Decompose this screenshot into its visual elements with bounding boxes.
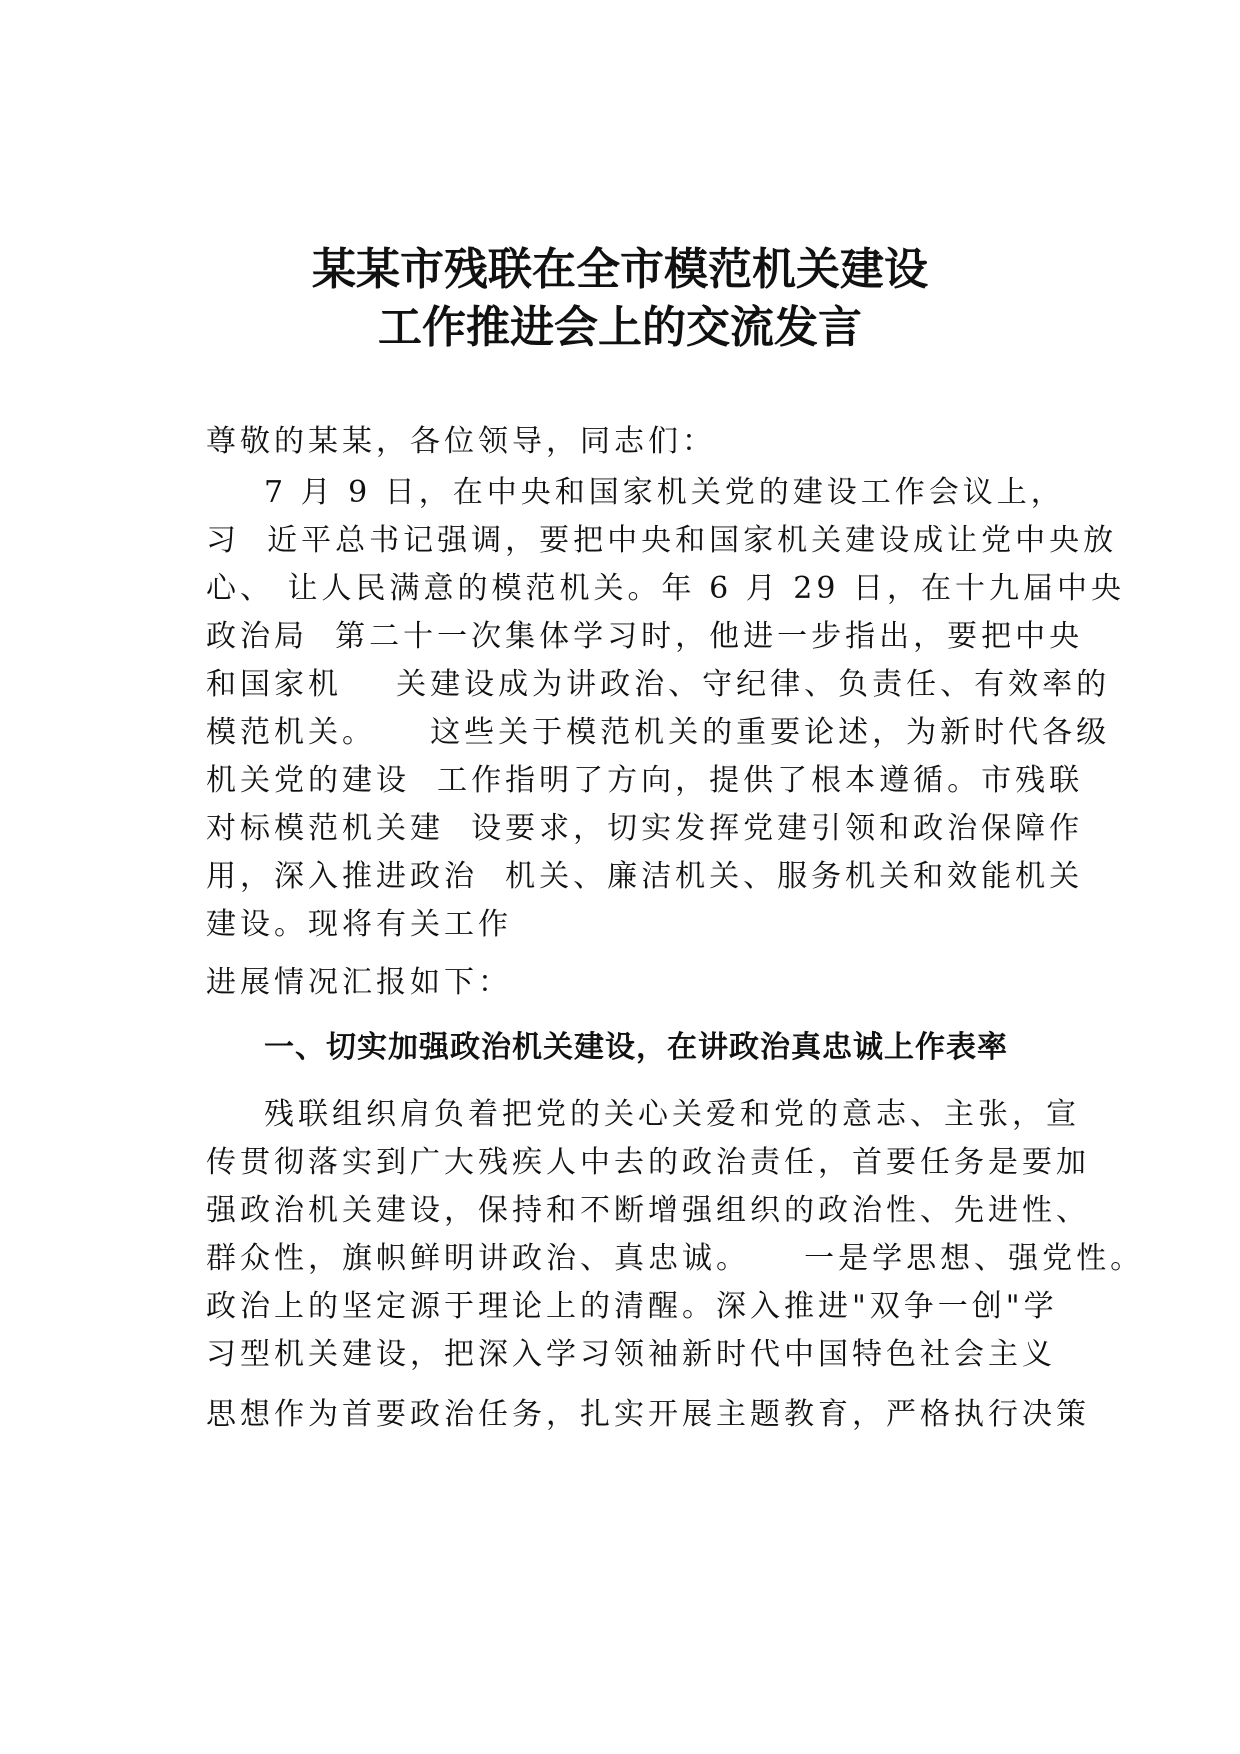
- paragraph-line: 机关党的建设 工作指明了方向，提供了根本遵循。市残联: [206, 763, 1084, 798]
- paragraph-line: 7 月 9 日，在中央和国家机关党的建设工作会议上，: [264, 475, 1065, 510]
- document-title-line-1: 某某市残联在全市模范机关建设: [312, 244, 928, 295]
- paragraph-line: 习 近平总书记强调，要把中央和国家机关建设成让党中央放: [206, 523, 1118, 558]
- paragraph-line: 残联组织肩负着把党的关心关爱和党的意志、主张，宣: [264, 1097, 1080, 1132]
- salutation: 尊敬的某某，各位领导，同志们：: [206, 424, 716, 459]
- paragraph-line: 习型机关建设，把深入学习领袖新时代中国特色社会主义: [206, 1337, 1056, 1372]
- section-heading: 一、切实加强政治机关建设，在讲政治真忠诚上作表率: [264, 1030, 1008, 1065]
- paragraph-line: 和国家机 关建设成为讲政治、守纪律、负责任、有效率的: [206, 667, 1111, 702]
- paragraph-line: 心、 让人民满意的模范机关。年 6 月 29 日，在十九届中央: [206, 571, 1125, 606]
- paragraph-line: 政治局 第二十一次集体学习时，他进一步指出，要把中央: [206, 619, 1084, 654]
- paragraph-line: 建设。现将有关工作: [206, 907, 512, 942]
- paragraph-line: 用，深入推进政治 机关、廉洁机关、服务机关和效能机关: [206, 859, 1084, 894]
- document-title-line-2: 工作推进会上的交流发言: [378, 302, 862, 353]
- paragraph-line: 群众性，旗帜鲜明讲政治、真忠诚。 一是学思想、强党性。: [206, 1241, 1145, 1276]
- paragraph-line: 模范机关。 这些关于模范机关的重要论述，为新时代各级: [206, 715, 1111, 750]
- paragraph-line: 政治上的坚定源于理论上的清醒。深入推进"双争一创"学: [206, 1289, 1058, 1324]
- paragraph-line: 强政治机关建设，保持和不断增强组织的政治性、先进性、: [206, 1193, 1090, 1228]
- paragraph-line: 思想作为首要政治任务，扎实开展主题教育，严格执行决策: [206, 1397, 1090, 1432]
- paragraph-line: 对标模范机关建 设要求，切实发挥党建引领和政治保障作: [206, 811, 1084, 846]
- paragraph-line: 进展情况汇报如下：: [206, 965, 512, 1000]
- paragraph-line: 传贯彻落实到广大残疾人中去的政治责任，首要任务是要加: [206, 1145, 1090, 1180]
